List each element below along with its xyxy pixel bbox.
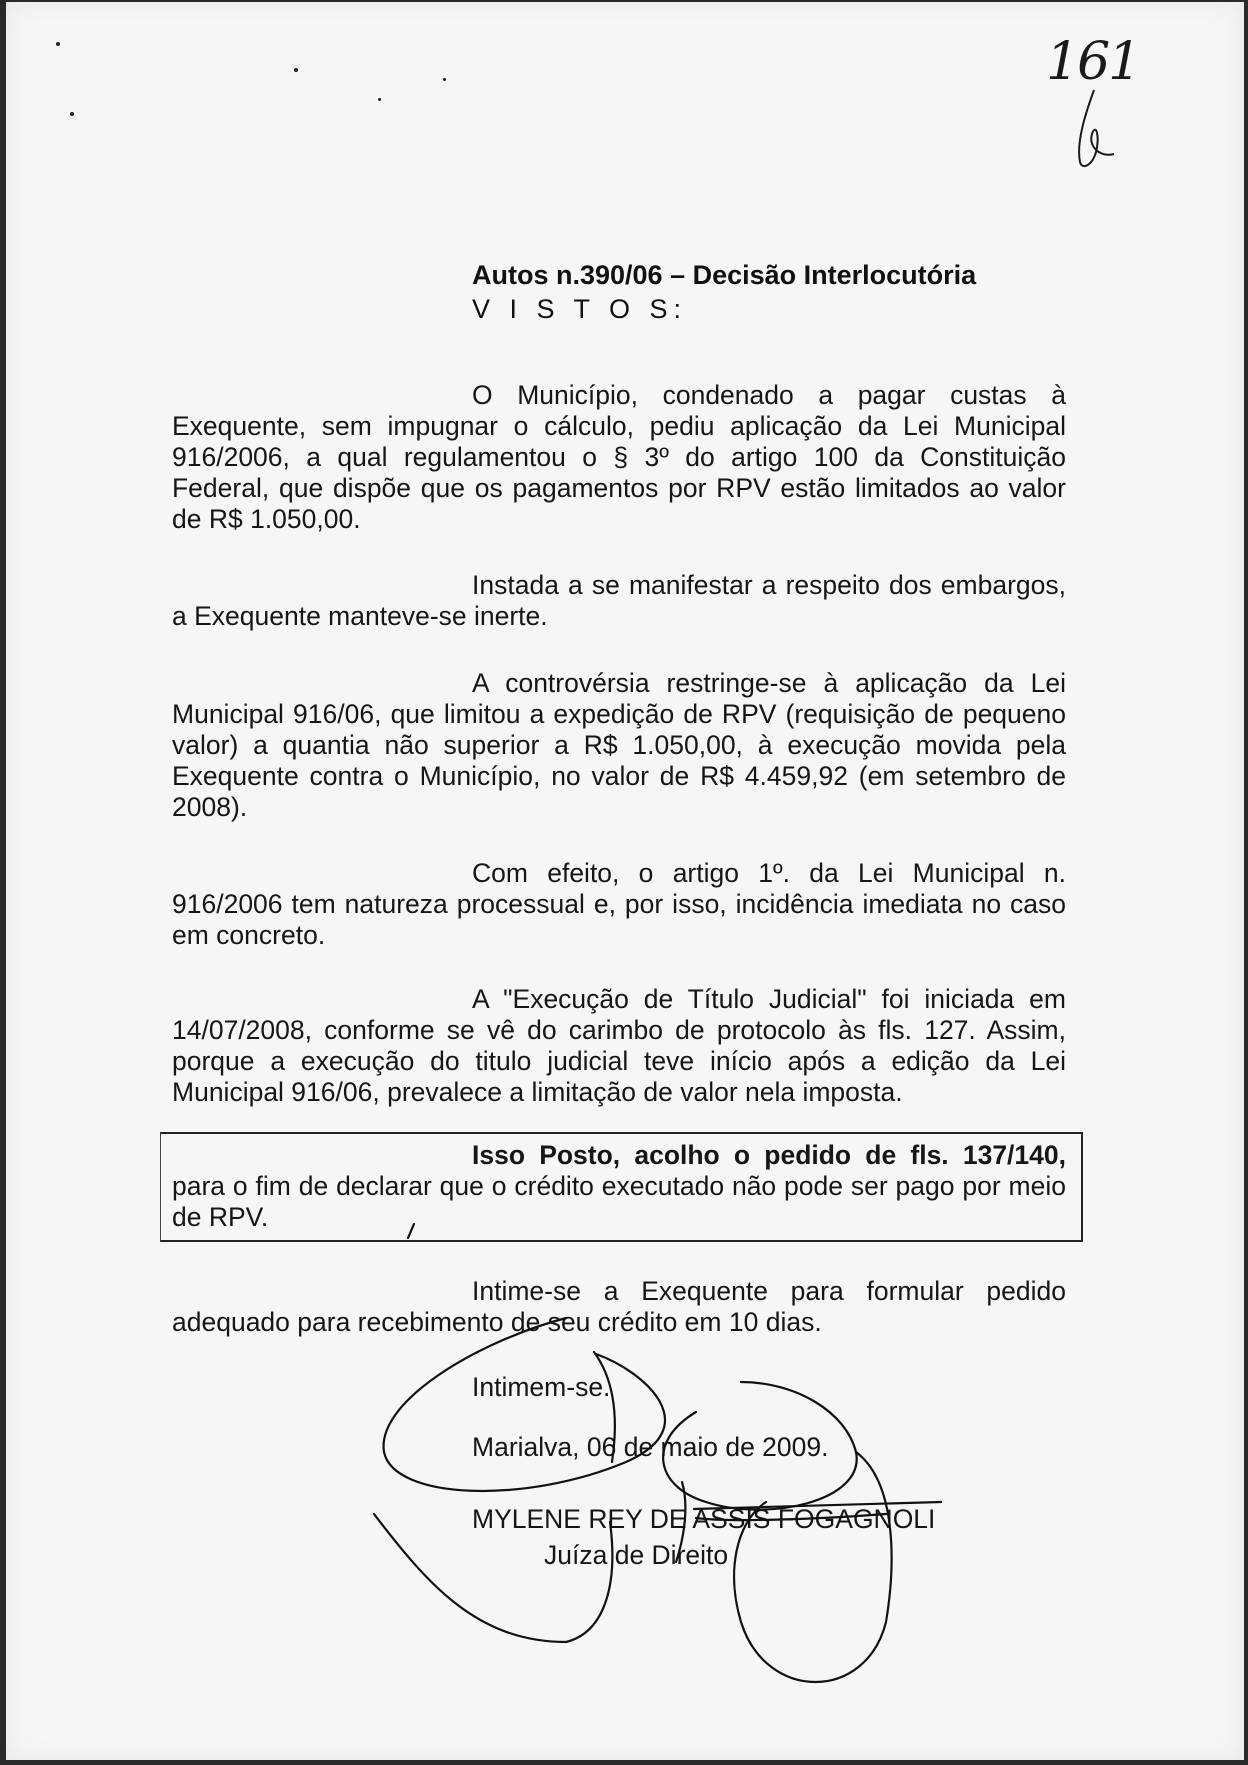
paragraph-3: A controvérsia restringe-se à aplicação da Lei Municipal 916/06, que limitou a expedição de RPV (requisição de pequeno valor) a quantia não superior a R$ 1.050,00, à execução movida pela Exequente contra o Município, no valor de R$ 4.459,92 (em setembro de 2008). [172, 668, 1066, 822]
paragraph-intime: Intime-se a Exequente para formular pedido adequado para recebimento de seu crédito em 10 dias. [172, 1276, 1066, 1337]
paragraph-4: Com efeito, o artigo 1º. da Lei Municipal n. 916/2006 tem natureza processual e, por isso, incidência imediata no caso em concreto. [172, 858, 1066, 950]
paragraph-5: A "Execução de Título Judicial" foi iniciada em 14/07/2008, conforme se vê do carimbo de protocolo às fls. 127. Assim, porque a execução do titulo judicial teve início após a edição da Lei Municipal 916/06, prevalece a limitação de valor nela imposta. [172, 984, 1066, 1107]
section-label: V I S T O S: [472, 294, 688, 324]
decision-rest: para o fim de declarar que o crédito executado não pode ser pago por meio de RPV. [172, 1171, 1066, 1232]
judge-name: MYLENE REY DE ASSIS FOGAGNOLI [472, 1504, 936, 1534]
page-title: Autos n.390/06 – Decisão Interlocutória [472, 260, 977, 290]
paragraph-1: O Município, condenado a pagar custas à Exequente, sem impugnar o cálculo, pediu aplicação da Lei Municipal 916/2006, a qual regulamentou o § 3º do artigo 100 da Constituição Federal, que dispõe que os pagamentos por RPV estão limitados ao valor de R$ 1.050,00. [172, 380, 1066, 534]
paragraph-2: Instada a se manifestar a respeito dos embargos, a Exequente manteve-se inerte. [172, 570, 1066, 631]
decision-paragraph [172, 1140, 1066, 1233]
judge-title: Juíza de Direito [544, 1540, 729, 1570]
scan-speck [378, 98, 381, 101]
scan-speck [56, 42, 60, 46]
scan-speck [70, 112, 74, 116]
place-date: Marialva, 06 de maio de 2009. [472, 1432, 829, 1462]
scan-speck [294, 68, 298, 72]
folio-number: 161 [1046, 32, 1140, 92]
decision-bold: Isso Posto, acolho o pedido de fls. 137/140, [472, 1140, 1066, 1170]
rubric-mark [1066, 82, 1126, 172]
document-page [6, 2, 1244, 1760]
intimem-line: Intimem-se. [472, 1372, 611, 1402]
scan-speck [443, 78, 446, 81]
